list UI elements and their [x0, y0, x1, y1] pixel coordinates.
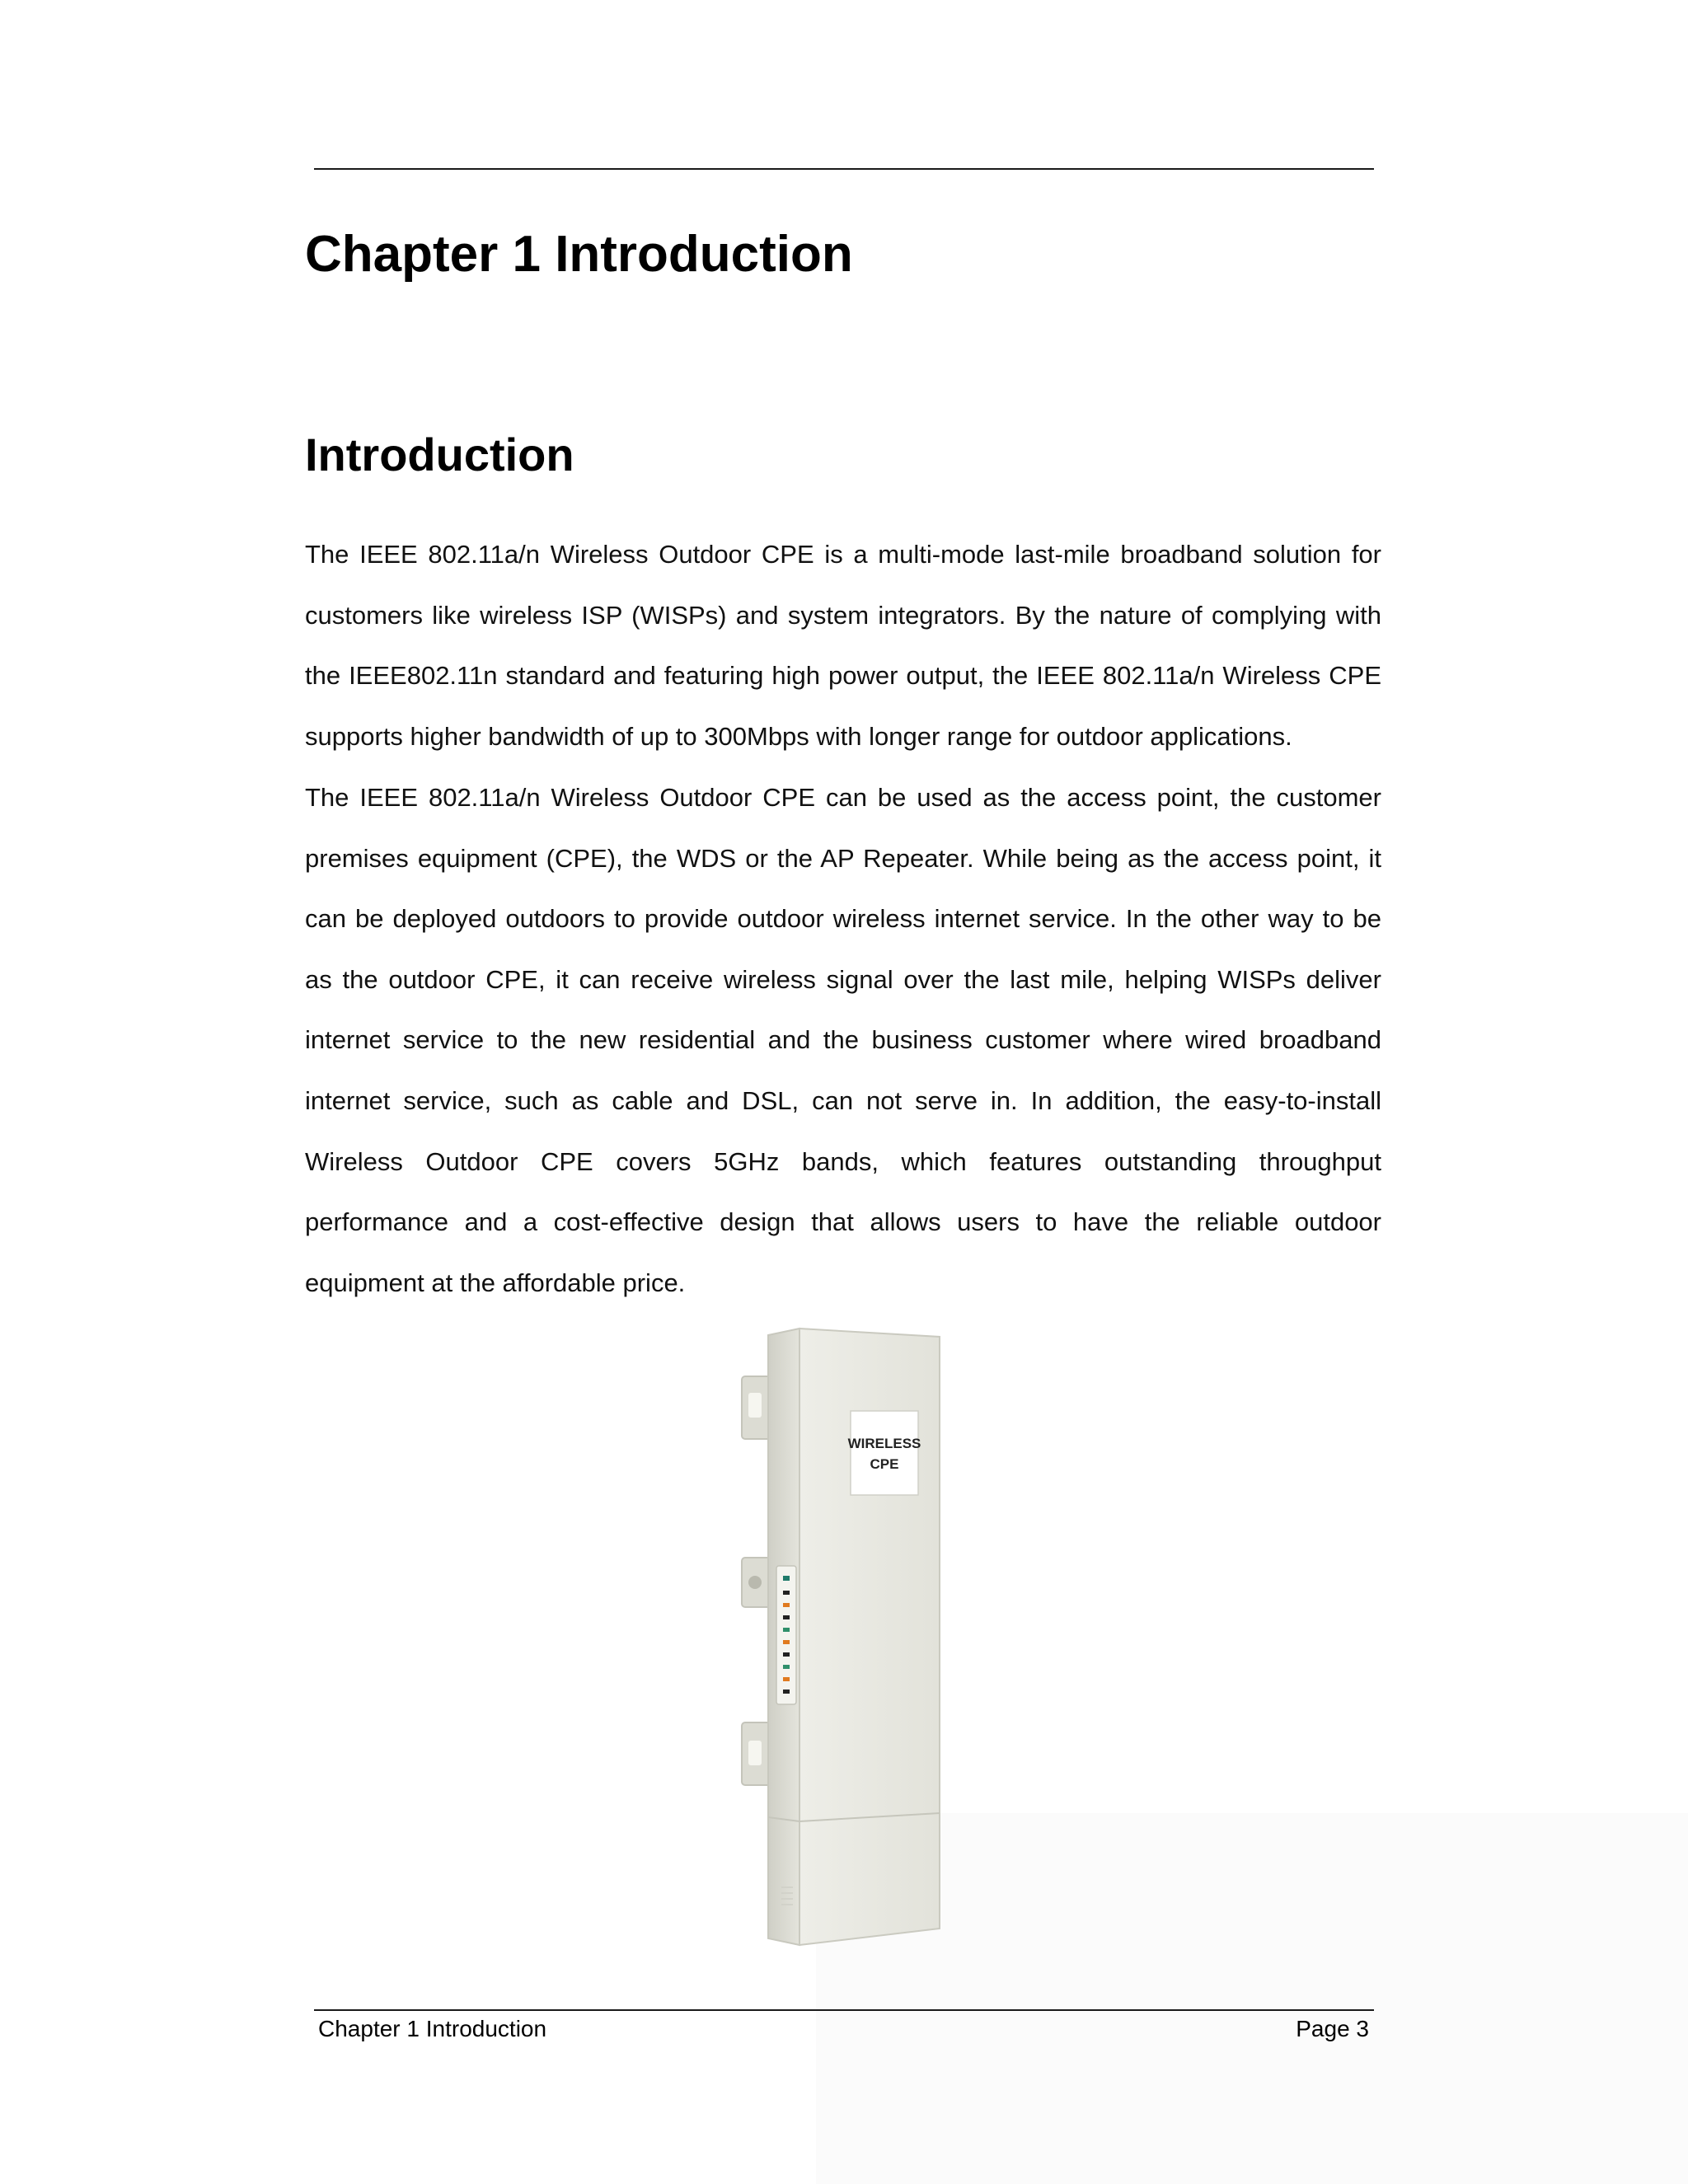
- wireless-cpe-device-image: [717, 1319, 956, 1953]
- body-paragraph-1: The IEEE 802.11a/n Wireless Outdoor CPE is a multi-mode last-mile broadband solution for customers like wireless ISP (WISPs) and system integrators. By the nature of complying with the IEEE802.11n standard and featuring high power output, the IEEE 802.11a/n Wireless CPE supports higher bandwidth of up to 300Mbps with longer range for outdoor applications.: [305, 540, 1381, 751]
- body-paragraph-2: The IEEE 802.11a/n Wireless Outdoor CPE can be used as the access point, the customer premises equipment (CPE), the WDS or the AP Repeater. While being as the access point, it can be deployed outdoors to provide outdoor wireless internet service. In the other way to be as the outdoor CPE, it can receive wireless signal over the last mile, helping WISPs deliver internet service to the new residential and the business customer where wired broadband internet service, such as cable and DSL, can not serve in. In addition, the easy-to-install Wireless Outdoor CPE covers 5GHz bands, which features outstanding throughput performance and a cost-effective design that allows users to have the reliable outdoor equipment at the affordable price.: [305, 783, 1381, 1297]
- device-label-sticker: [851, 1411, 918, 1495]
- device-label-line1: WIRELESS: [847, 1436, 921, 1451]
- footer-page-number: Page 3: [1296, 2016, 1369, 2041]
- led-panel: [776, 1566, 796, 1704]
- footer-rule: [314, 2009, 1374, 2011]
- section-title: Introduction: [305, 429, 574, 480]
- device-label-line2: CPE: [870, 1456, 899, 1472]
- header-rule: [314, 168, 1374, 170]
- footer-chapter-label: Chapter 1 Introduction: [318, 2016, 547, 2041]
- chapter-title: Chapter 1 Introduction: [305, 226, 853, 283]
